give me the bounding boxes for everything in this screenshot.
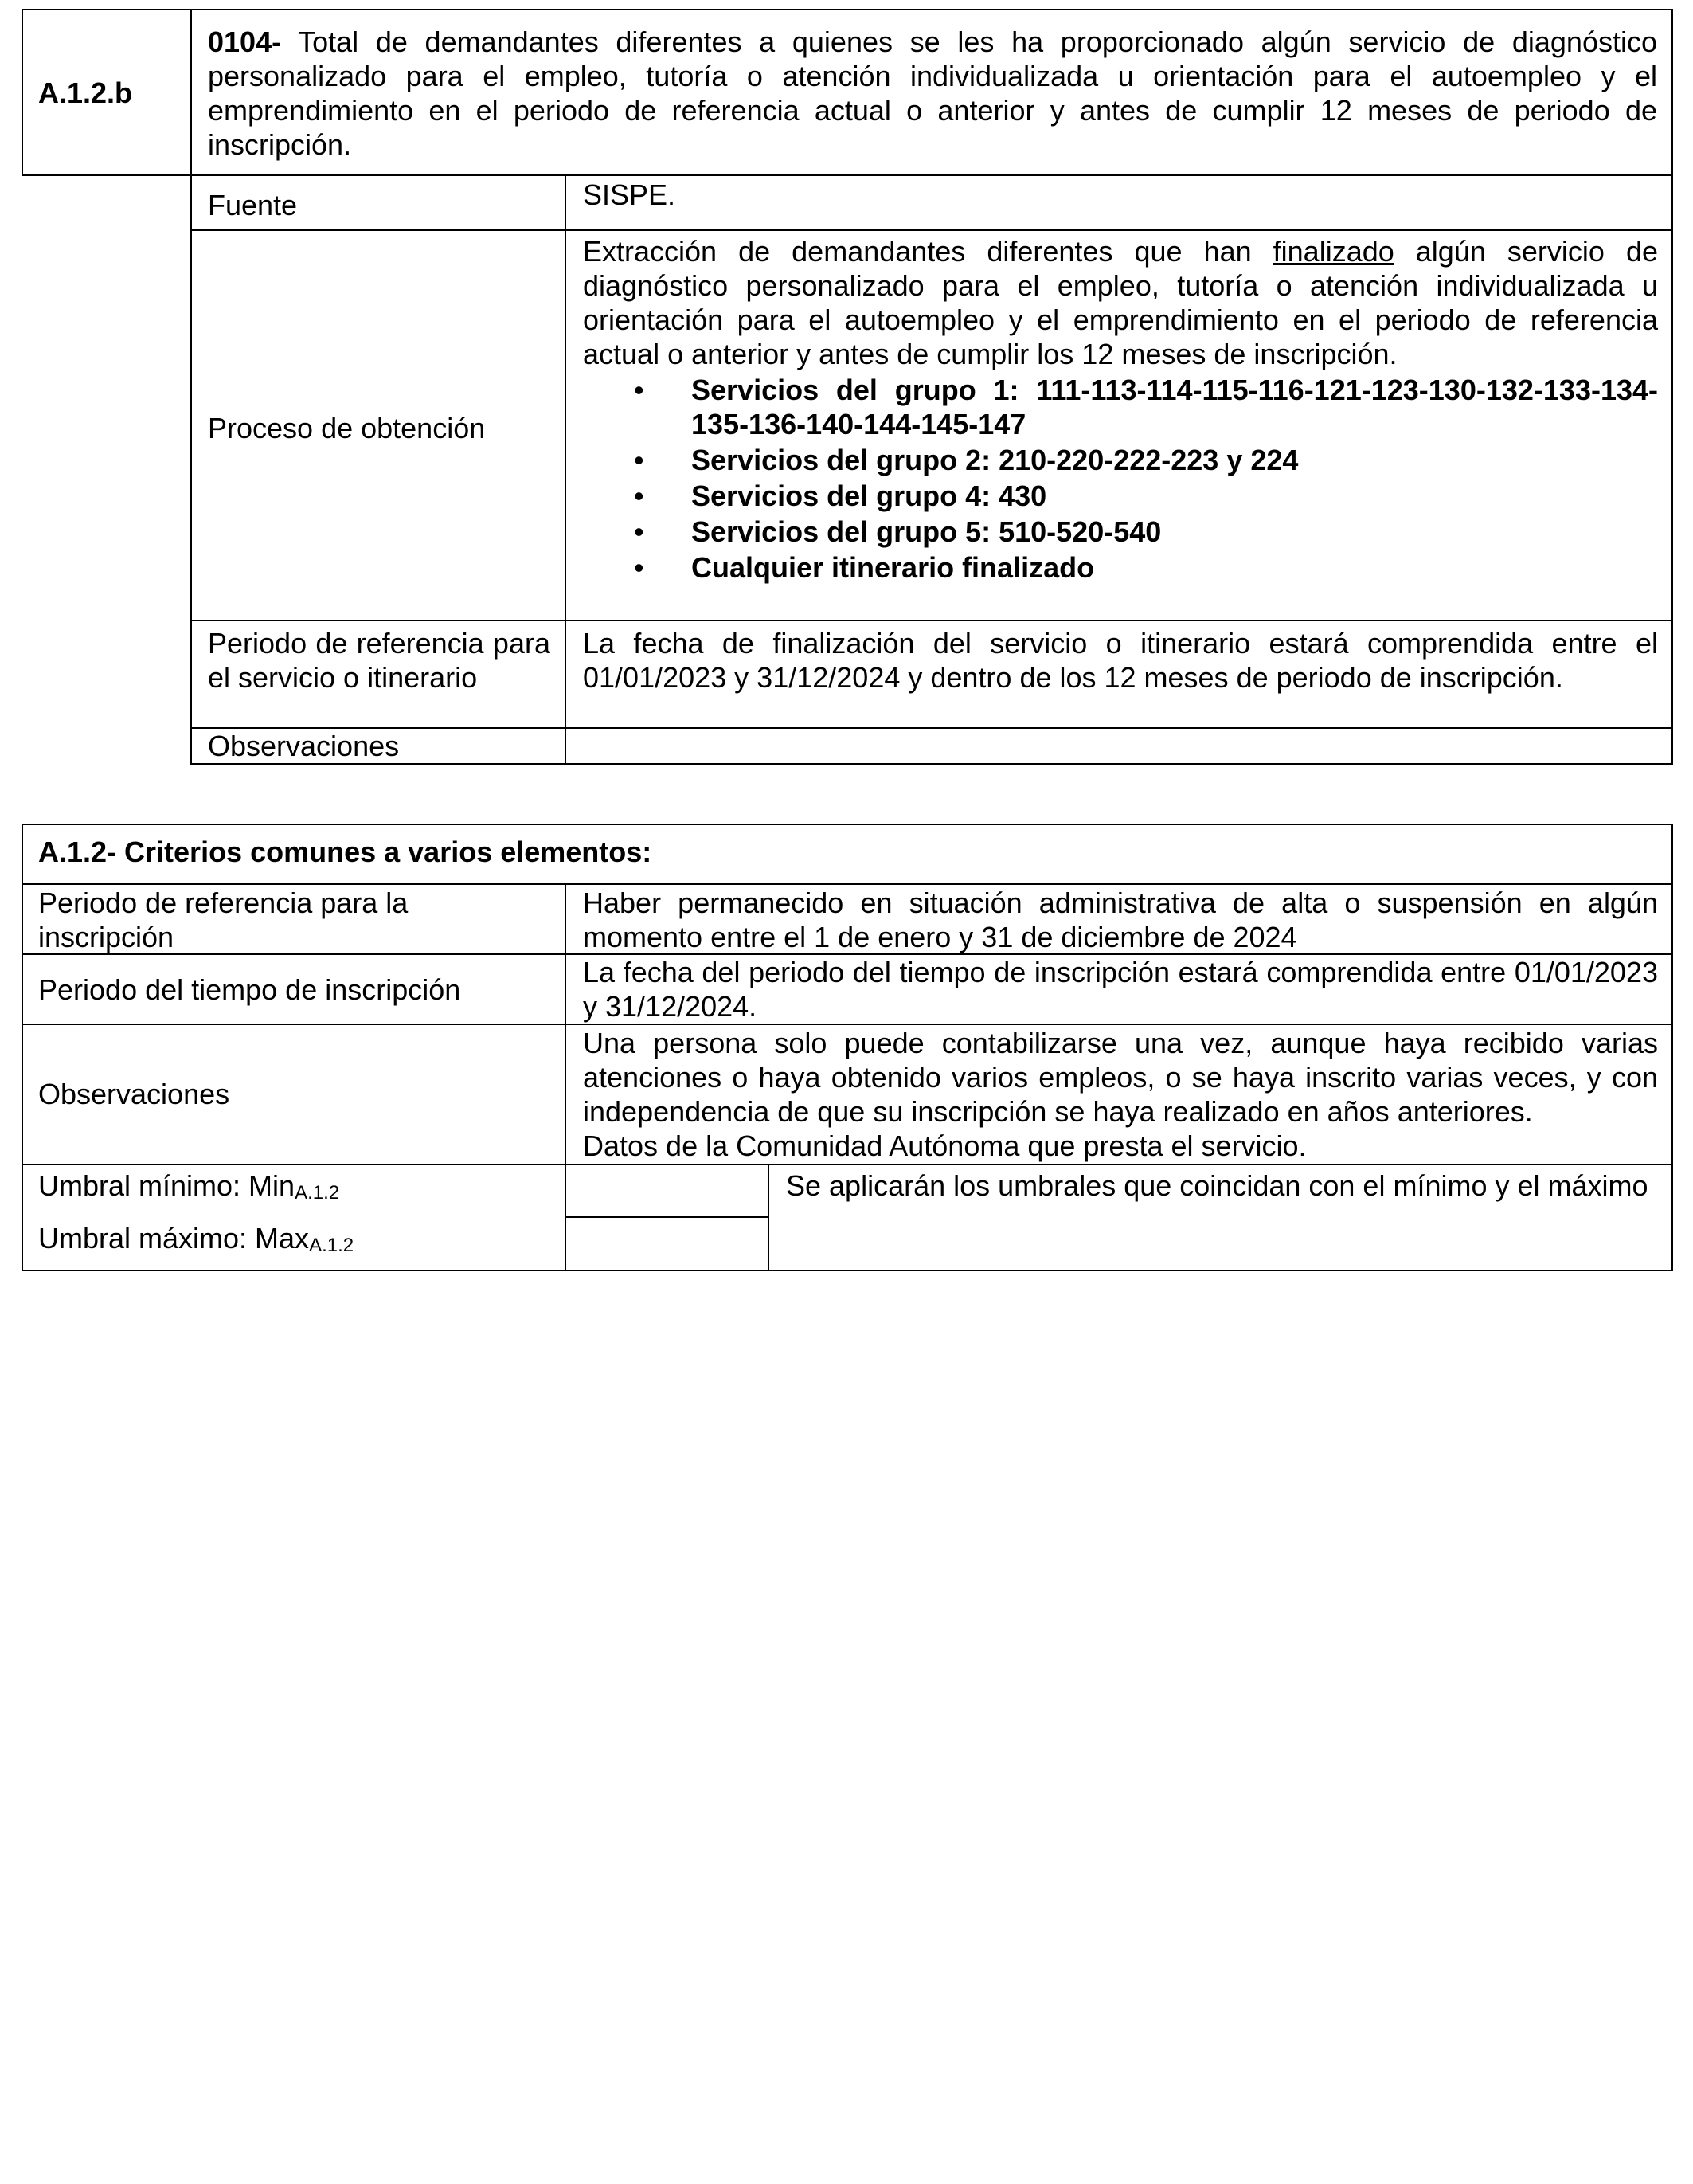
umbral-max-label: Umbral máximo: Max$_{A.1.2}$ <box>38 1222 354 1256</box>
proceso-intro-underlined: finalizado <box>1273 235 1394 268</box>
list-item: • Servicios del grupo 2: 210-220-222-223 y 224 <box>634 444 1299 476</box>
criteria-observaciones-value <box>583 1026 1658 1163</box>
indicator-code: A.1.2.b <box>38 76 133 109</box>
proceso-label: Proceso de obtención <box>208 412 486 444</box>
periodo-label: Periodo de referencia para el servicio o itinerario <box>208 627 550 694</box>
umbral-max-sub: A.1.2 <box>309 1235 354 1256</box>
list-item: • Servicios del grupo 1: 111-113-114-115-116-121-123-130-132-133-134-135-136-140-144-145-147 <box>634 374 1658 440</box>
periodo-ref-label: Periodo de referencia para la inscripción <box>38 887 409 953</box>
proceso-intro: Extracción de demandantes diferentes que han finalizado algún servicio de diagnóstico personalizado para el empleo, tutoría o atención individualizada u orientación para el autoempleo y el emprendimiento en el periodo de referencia actual o anterior y antes de cumplir los 12 meses de inscripción. <box>583 235 1658 370</box>
criteria-observaciones-p2: Datos de la Comunidad Autónoma que presta el servicio. <box>583 1129 1307 1162</box>
umbral-min-sub: A.1.2 <box>295 1182 340 1204</box>
umbral-min-label: Umbral mínimo: Min$_{A.1.2}$ <box>38 1169 340 1204</box>
proceso-value <box>583 234 1658 585</box>
fuente-label: Fuente <box>208 189 298 221</box>
list-item: • Cualquier itinerario finalizado <box>634 551 1095 584</box>
periodo-ref-value: Haber permanecido en situación administrativa de alta o suspensión en algún momento entre el 1 de enero y 31 de diciembre de 2024 <box>583 887 1658 953</box>
criteria-observaciones-label: Observaciones <box>38 1078 230 1110</box>
periodo-tiempo-label: Periodo del tiempo de inscripción <box>38 973 461 1006</box>
list-item: • Servicios del grupo 4: 430 <box>634 479 1047 512</box>
periodo-tiempo-value: La fecha del periodo del tiempo de inscripción estará comprendida entre 01/01/2023 y 31/12/2024. <box>583 956 1658 1023</box>
list-item: • Servicios del grupo 5: 510-520-540 <box>634 515 1162 548</box>
observaciones-label: Observaciones <box>208 730 400 762</box>
indicator-title-text: Total de demandantes diferentes a quienes se les ha proporcionado algún servicio de diagnóstico personalizado para el empleo, tutoría o atención individualizada u orientación para el autoempleo y el emprendimiento en el periodo de referencia actual o anterior y antes de cumplir 12 meses de periodo de inscripción. <box>208 25 1657 161</box>
indicator-title <box>208 25 1657 162</box>
criteria-observaciones-p1: Una persona solo puede contabilizarse una vez, aunque haya recibido varias atenciones o haya obtenido varios empleos, o se haya inscrito varias veces, y con independencia de que su inscripción se haya realizado en años anteriores. <box>583 1027 1658 1128</box>
umbral-note: Se aplicarán los umbrales que coincidan con el mínimo y el máximo <box>786 1169 1648 1202</box>
fuente-value: SISPE. <box>583 178 676 211</box>
criteria-header: A.1.2- Criterios comunes a varios elementos: <box>38 836 652 868</box>
indicator-title-prefix: 0104- <box>208 25 282 58</box>
proceso-bullet-list <box>583 373 1658 585</box>
periodo-value: La fecha de finalización del servicio o itinerario estará comprendida entre el 01/01/2023 y 31/12/2024 y dentro de los 12 meses de periodo de inscripción. <box>583 627 1658 694</box>
